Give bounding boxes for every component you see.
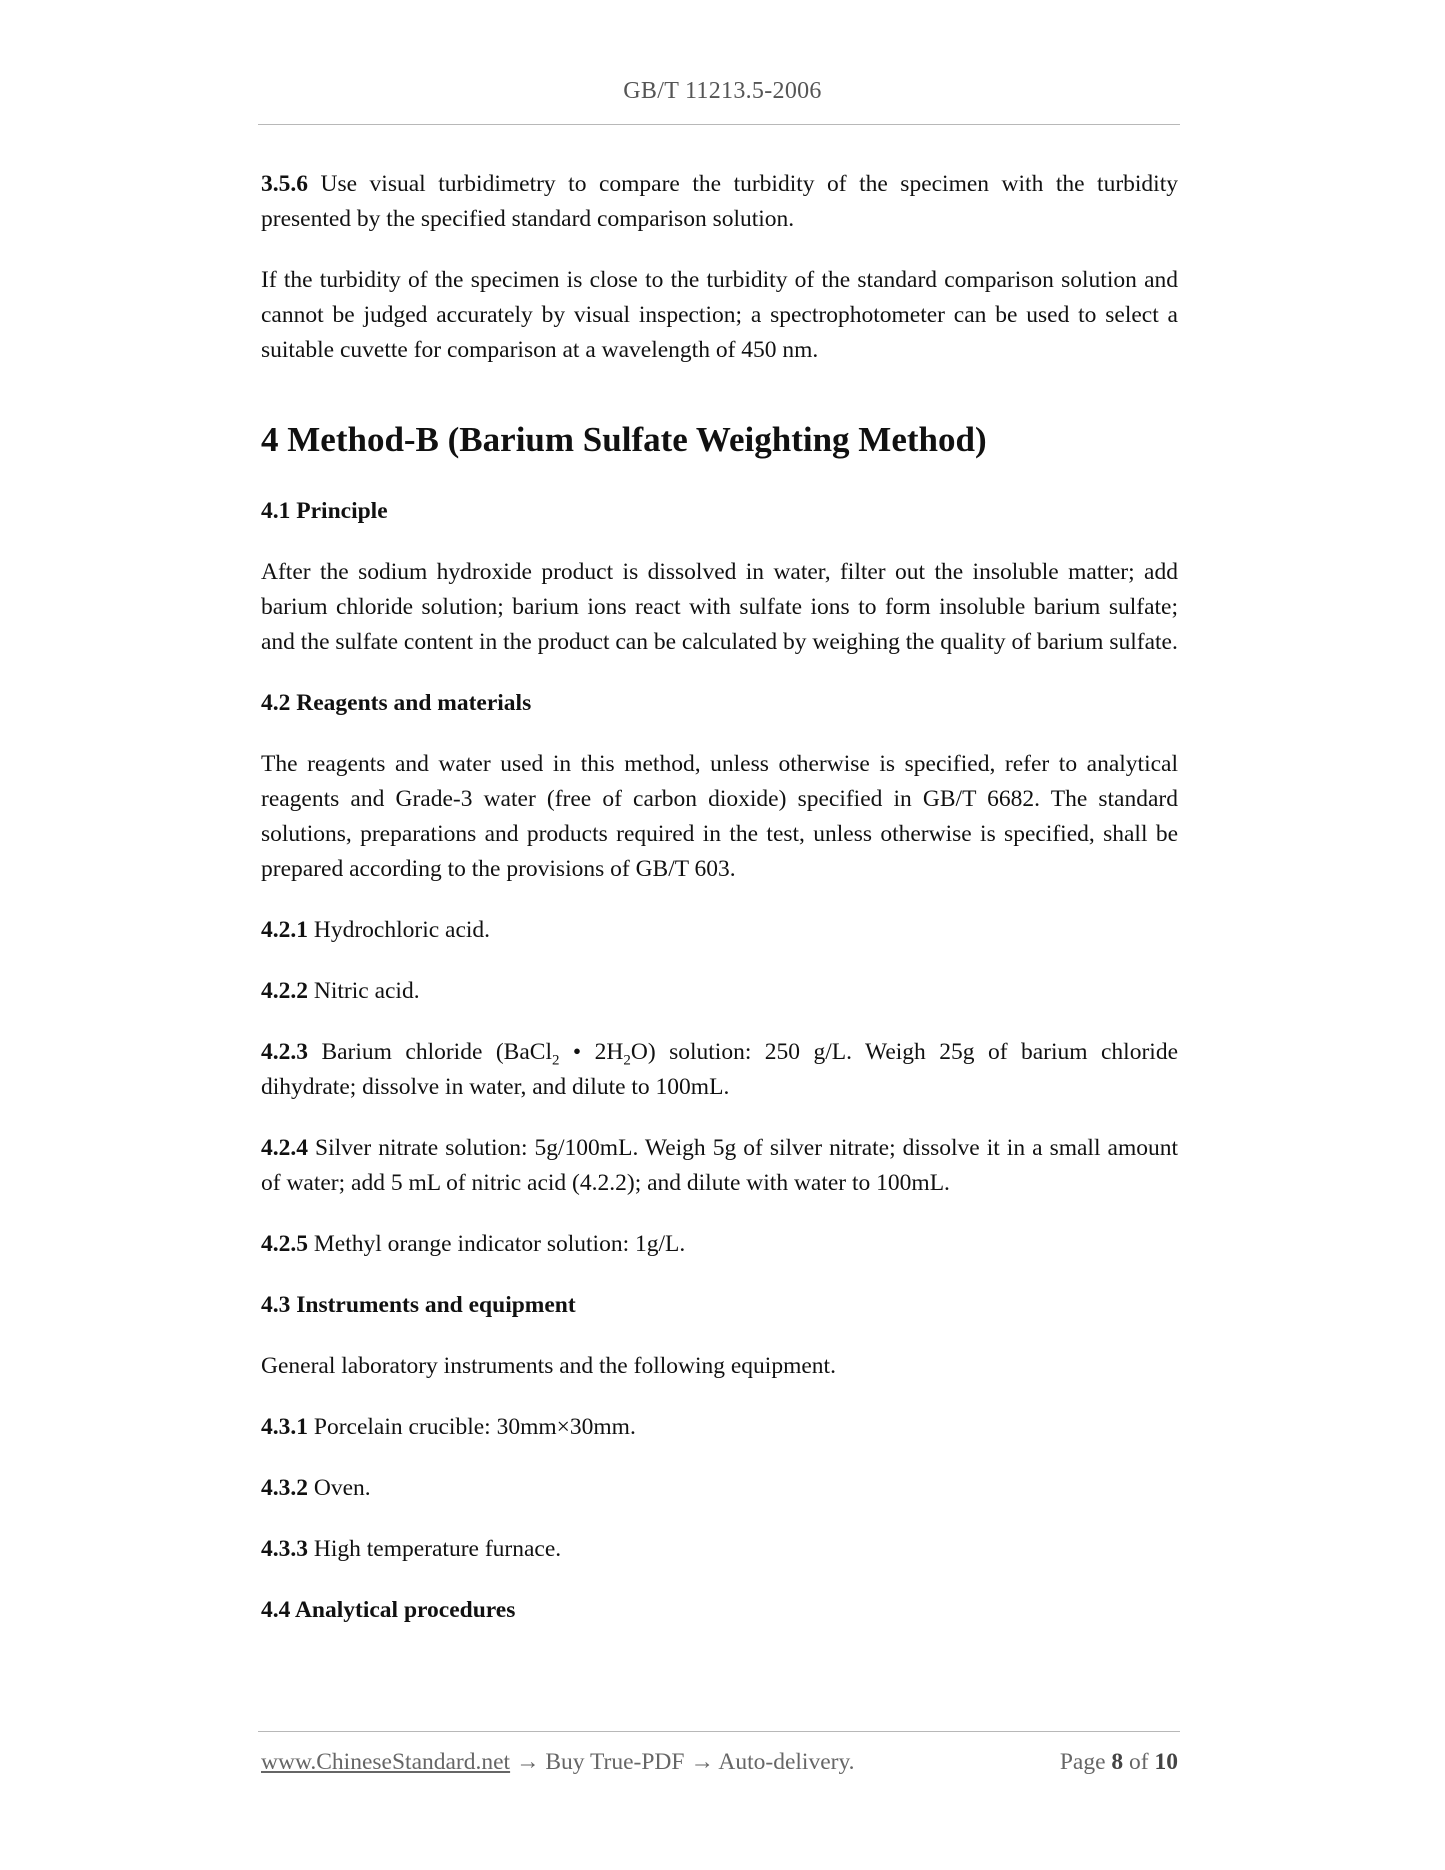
clause-text: Silver nitrate solution: 5g/100mL. Weigh 5g of silver nitrate; dissolve it in a small amount of water; add 5 mL of nitric acid (4.2.2); and dilute with water to 100mL. xyxy=(261,1135,1178,1196)
paragraph-principle: After the sodium hydroxide product is dissolved in water, filter out the insoluble matter; add barium chloride solution; barium ions react with sulfate ions to form insoluble barium sulfate; and the sulfate content in the product can be calculated by weighing the quality of barium sulfate. xyxy=(261,559,1178,655)
header-divider xyxy=(258,124,1180,125)
subscript: 2 xyxy=(551,1052,560,1069)
clause-text: • 2H xyxy=(559,1039,624,1065)
clause-4-2-4 xyxy=(261,1131,1178,1201)
footer-divider xyxy=(258,1731,1180,1732)
section-heading-4: 4 Method-B (Barium Sulfate Weighting Method) xyxy=(261,420,987,459)
clause-4-2-2 xyxy=(261,974,1178,1009)
page-label: Page xyxy=(1059,1749,1106,1775)
heading-4-2: 4.2 Reagents and materials xyxy=(261,690,532,716)
clause-4-2-5 xyxy=(261,1227,1178,1262)
clause-4-3-2 xyxy=(261,1471,1178,1506)
clause-number: 4.2.2 xyxy=(261,978,308,1004)
paragraph-instruments: General laboratory instruments and the following equipment. xyxy=(261,1353,836,1379)
clause-text: High temperature furnace. xyxy=(308,1536,562,1562)
footer-tagline: → Buy True-PDF → Auto-delivery. xyxy=(510,1749,855,1775)
clause-number: 4.2.1 xyxy=(261,917,308,943)
clause-3-5-6 xyxy=(261,167,1178,237)
page-indicator xyxy=(1060,1749,1178,1776)
heading-4-1: 4.1 Principle xyxy=(261,498,388,524)
heading-4-4: 4.4 Analytical procedures xyxy=(261,1597,516,1623)
subscript: 2 xyxy=(623,1052,631,1069)
clause-number: 4.2.4 xyxy=(261,1135,308,1161)
website-link[interactable]: www.ChineseStandard.net xyxy=(261,1749,511,1775)
clause-text: Barium chloride (BaCl xyxy=(308,1039,552,1065)
paragraph-reagents: The reagents and water used in this method, unless otherwise is specified, refer to analytical reagents and Grade-3 water (free of carbon dioxide) specified in GB/T 6682. The standard solutions, preparations and products required in the test, unless otherwise is specified, shall be prepared according to the provisions of GB/T 603. xyxy=(261,751,1178,882)
clause-4-3-3 xyxy=(261,1532,1178,1567)
clause-number: 3.5.6 xyxy=(261,171,308,197)
clause-number: 4.2.3 xyxy=(261,1039,308,1065)
clause-number: 4.3.2 xyxy=(261,1475,308,1501)
paragraph-turbidity-note: If the turbidity of the specimen is close to the turbidity of the standard comparison solution and cannot be judged accurately by visual inspection; a spectrophotometer can be used to select a suitable cuvette for comparison at a wavelength of 450 nm. xyxy=(261,267,1178,363)
clause-4-2-3 xyxy=(261,1035,1178,1105)
heading-4-3: 4.3 Instruments and equipment xyxy=(261,1292,576,1318)
clause-number: 4.2.5 xyxy=(261,1231,308,1257)
page-header: GB/T 11213.5-2006 xyxy=(623,78,822,104)
clause-number: 4.3.3 xyxy=(261,1536,308,1562)
clause-4-2-1 xyxy=(261,913,1178,948)
clause-number: 4.3.1 xyxy=(261,1414,308,1440)
clause-text: Methyl orange indicator solution: 1g/L. xyxy=(308,1231,686,1257)
clause-text: Oven. xyxy=(308,1475,371,1501)
clause-4-3-1 xyxy=(261,1410,1178,1445)
page-total: 10 xyxy=(1154,1749,1178,1775)
clause-text: Nitric acid. xyxy=(308,978,420,1004)
clause-text: Porcelain crucible: 30mm×30mm. xyxy=(308,1414,636,1440)
of-label: of xyxy=(1129,1749,1149,1775)
clause-text: O) solution: 250 g/L. Weigh 25g of barium chloride dihydrate; dissolve in water, and dilute to 100mL. xyxy=(261,1039,1178,1100)
clause-text: Use visual turbidimetry to compare the turbidity of the specimen with the turbidity presented by the specified standard comparison solution. xyxy=(261,171,1178,232)
page-number: 8 xyxy=(1111,1749,1124,1775)
footer-left xyxy=(261,1749,855,1776)
document-body xyxy=(261,167,1178,1654)
clause-text: Hydrochloric acid. xyxy=(308,917,491,943)
